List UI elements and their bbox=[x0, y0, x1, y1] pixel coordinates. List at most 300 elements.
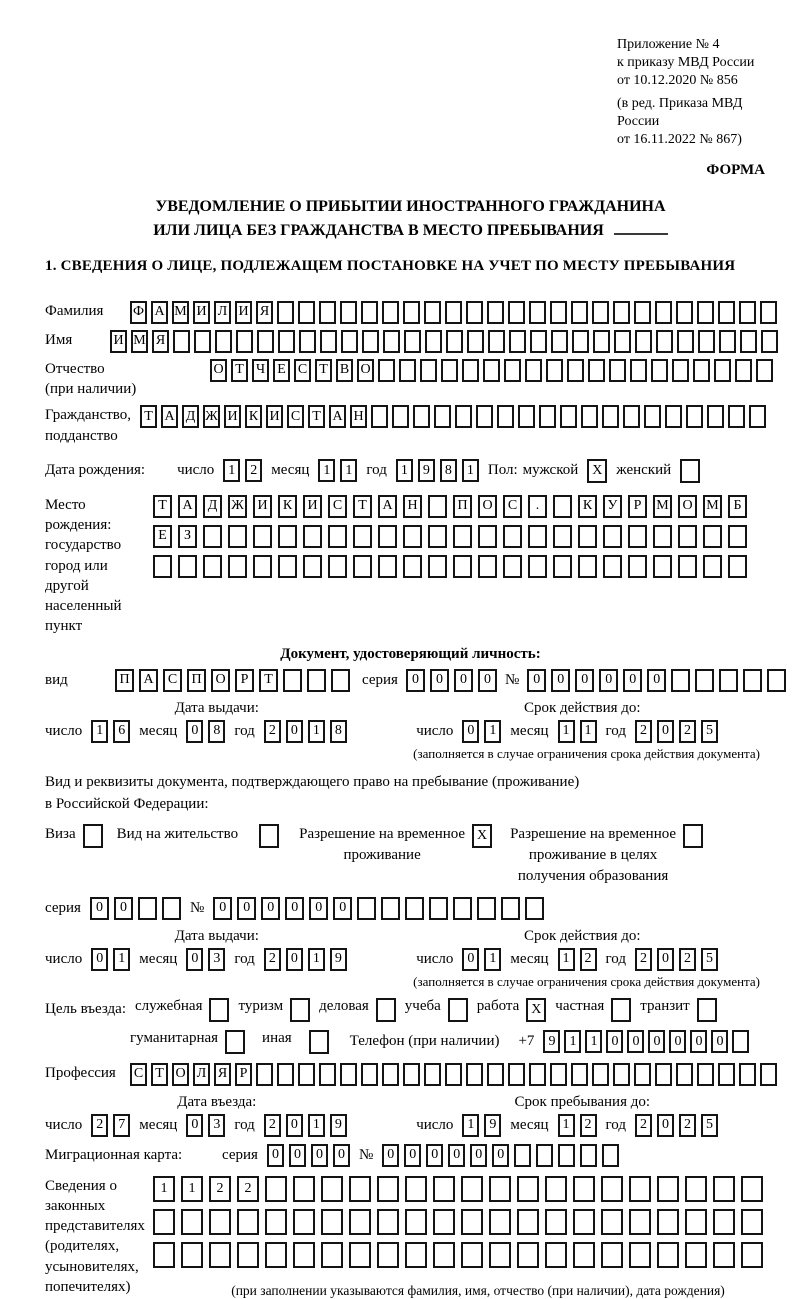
form-cell: 2 bbox=[679, 720, 696, 743]
form-cell bbox=[629, 1209, 651, 1235]
form-cell bbox=[424, 1063, 441, 1086]
form-cell bbox=[504, 359, 521, 382]
form-cell bbox=[433, 1209, 455, 1235]
month-label: месяц bbox=[139, 950, 178, 967]
stay-year-cells bbox=[635, 1114, 718, 1137]
lastname-label: Фамилия bbox=[45, 302, 104, 319]
residence-number-cells bbox=[213, 897, 544, 920]
series-label: серия bbox=[45, 899, 81, 916]
purpose-label: Цель въезда: bbox=[45, 1001, 126, 1018]
form-cell bbox=[383, 330, 400, 353]
form-cell: 0 bbox=[690, 1030, 707, 1053]
form-cell: 1 bbox=[308, 948, 325, 971]
residence-permit-label: Вид на жительство bbox=[116, 825, 239, 842]
year-label: год bbox=[605, 1116, 626, 1133]
form-cell: 2 bbox=[237, 1176, 259, 1202]
form-cell bbox=[628, 525, 647, 548]
representatives-row bbox=[45, 1176, 776, 1299]
form-cell: В bbox=[336, 359, 353, 382]
res-issue-year-cells bbox=[264, 948, 347, 971]
form-cell bbox=[483, 359, 500, 382]
form-cell bbox=[215, 330, 232, 353]
form-cell bbox=[405, 1242, 427, 1268]
residence-permit-option bbox=[117, 824, 279, 848]
form-cell: И bbox=[303, 495, 322, 518]
form-cell bbox=[488, 330, 505, 353]
purpose-option bbox=[238, 998, 310, 1022]
purpose-option bbox=[405, 998, 468, 1022]
form-cell: П bbox=[453, 495, 472, 518]
form-cell bbox=[517, 1176, 539, 1202]
form-cell bbox=[735, 359, 752, 382]
form-cell bbox=[528, 555, 547, 578]
representatives-label-line: представителях bbox=[45, 1218, 145, 1235]
profession-row bbox=[45, 1063, 776, 1086]
form-cell: Б bbox=[728, 495, 747, 518]
amendment-line: (в ред. Приказа МВД России bbox=[617, 95, 743, 129]
issue-date-group bbox=[45, 948, 347, 971]
form-cell: 2 bbox=[91, 1114, 108, 1137]
form-cell bbox=[433, 1242, 455, 1268]
birthplace-label bbox=[45, 495, 153, 637]
sex-label: Пол: bbox=[487, 462, 518, 479]
form-cell bbox=[525, 897, 544, 920]
form-title-line2-text: ИЛИ ЛИЦА БЕЗ ГРАЖДАНСТВА В МЕСТО ПРЕБЫВАНИЯ bbox=[153, 221, 604, 239]
form-cell: 1 bbox=[580, 720, 597, 743]
form-cell bbox=[603, 555, 622, 578]
form-cell: С bbox=[294, 359, 311, 382]
form-cell: 2 bbox=[264, 720, 281, 743]
birthplace-cells-row1 bbox=[153, 495, 747, 518]
form-cell bbox=[698, 330, 715, 353]
form-cell: 1 bbox=[318, 459, 335, 482]
form-cell: 2 bbox=[264, 1114, 281, 1137]
birthplace-cells-row2 bbox=[153, 525, 747, 548]
form-cell bbox=[629, 1242, 651, 1268]
form-title-line2 bbox=[45, 219, 776, 242]
form-cell bbox=[328, 555, 347, 578]
form-cell bbox=[573, 1209, 595, 1235]
valid-until-header: Срок действия до: bbox=[523, 699, 641, 716]
temp-residence-option bbox=[299, 824, 492, 866]
residence-permit-checkbox bbox=[259, 824, 279, 848]
form-cell: С bbox=[287, 405, 304, 428]
form-cell bbox=[657, 1176, 679, 1202]
entry-date-group bbox=[45, 1114, 347, 1137]
form-cell bbox=[228, 525, 247, 548]
migration-series-cells bbox=[267, 1144, 350, 1167]
form-cell: Н bbox=[403, 495, 422, 518]
identity-doc-date-headers bbox=[45, 700, 776, 717]
birthdate-row bbox=[45, 459, 776, 483]
identity-doc-row bbox=[45, 669, 776, 692]
form-cell bbox=[477, 897, 496, 920]
purpose-humanitarian-checkbox bbox=[225, 1030, 245, 1054]
form-cell bbox=[530, 330, 547, 353]
form-cell bbox=[676, 301, 693, 324]
form-cell: 2 bbox=[635, 720, 652, 743]
form-cell bbox=[307, 669, 326, 692]
form-cell bbox=[718, 301, 735, 324]
form-cell bbox=[767, 669, 786, 692]
purpose-option bbox=[130, 1030, 245, 1054]
form-cell bbox=[173, 330, 190, 353]
form-cell bbox=[413, 405, 430, 428]
form-cell bbox=[377, 1209, 399, 1235]
res-valid-month-cells bbox=[558, 948, 597, 971]
form-cell bbox=[461, 1242, 483, 1268]
form-cell: Т bbox=[259, 669, 278, 692]
citizenship-cells bbox=[140, 405, 766, 428]
form-cell bbox=[728, 405, 745, 428]
form-cell bbox=[265, 1242, 287, 1268]
form-cell bbox=[298, 1063, 315, 1086]
form-cell bbox=[560, 405, 577, 428]
form-cell bbox=[265, 1176, 287, 1202]
profession-cells bbox=[130, 1063, 777, 1086]
form-cell bbox=[672, 359, 689, 382]
form-cell: 0 bbox=[213, 897, 232, 920]
form-cell: 0 bbox=[90, 897, 109, 920]
form-cell bbox=[357, 897, 376, 920]
form-cell bbox=[487, 1063, 504, 1086]
form-cell bbox=[514, 1144, 531, 1167]
year-label: год bbox=[234, 1116, 255, 1133]
validity-note: (заполняется в случае ограничения срока действия документа) bbox=[413, 745, 760, 761]
form-cell bbox=[703, 525, 722, 548]
purpose-row-2 bbox=[130, 1030, 776, 1054]
form-cell: 0 bbox=[527, 669, 546, 692]
form-cell: 2 bbox=[264, 948, 281, 971]
form-cell: 0 bbox=[114, 897, 133, 920]
form-cell: 2 bbox=[580, 948, 597, 971]
form-cell bbox=[508, 301, 525, 324]
residence-doc-options-row bbox=[45, 824, 776, 887]
form-cell: 0 bbox=[648, 1030, 665, 1053]
form-cell: 1 bbox=[181, 1176, 203, 1202]
form-cell bbox=[319, 1063, 336, 1086]
form-cell: Р bbox=[235, 1063, 252, 1086]
form-cell: 0 bbox=[657, 948, 674, 971]
form-cell: И bbox=[253, 495, 272, 518]
form-cell bbox=[441, 359, 458, 382]
form-cell bbox=[453, 555, 472, 578]
purpose-option-label: частная bbox=[555, 997, 605, 1014]
form-cell bbox=[321, 1242, 343, 1268]
form-cell bbox=[609, 359, 626, 382]
purpose-business-checkbox bbox=[376, 998, 396, 1022]
form-cell bbox=[553, 495, 572, 518]
form-cell bbox=[178, 555, 197, 578]
form-cell bbox=[614, 330, 631, 353]
form-cell bbox=[571, 1063, 588, 1086]
form-cell bbox=[572, 330, 589, 353]
form-cell: 8 bbox=[330, 720, 347, 743]
form-cell: 1 bbox=[564, 1030, 581, 1053]
form-cell: М bbox=[172, 301, 189, 324]
form-cell bbox=[592, 1063, 609, 1086]
birthplace-label-line: государство bbox=[45, 537, 122, 554]
form-cell: 0 bbox=[333, 897, 352, 920]
form-cell bbox=[657, 1209, 679, 1235]
res-valid-day-cells bbox=[462, 948, 501, 971]
form-cell bbox=[677, 330, 694, 353]
form-cell bbox=[420, 359, 437, 382]
form-cell bbox=[162, 897, 181, 920]
form-cell bbox=[685, 1242, 707, 1268]
form-cell bbox=[341, 330, 358, 353]
form-cell bbox=[503, 555, 522, 578]
form-cell: 0 bbox=[492, 1144, 509, 1167]
form-cell bbox=[256, 1063, 273, 1086]
migration-card-row bbox=[45, 1144, 776, 1167]
series-label: серия bbox=[222, 1146, 258, 1163]
form-cell bbox=[321, 1176, 343, 1202]
month-label: месяц bbox=[510, 950, 549, 967]
form-cell: А bbox=[329, 405, 346, 428]
year-label: год bbox=[605, 950, 626, 967]
form-cell: К bbox=[245, 405, 262, 428]
form-cell: 9 bbox=[484, 1114, 501, 1137]
form-cell: 7 bbox=[113, 1114, 130, 1137]
form-cell: А bbox=[378, 495, 397, 518]
form-cell: К bbox=[578, 495, 597, 518]
form-cell bbox=[203, 555, 222, 578]
form-cell bbox=[203, 525, 222, 548]
form-cell bbox=[466, 1063, 483, 1086]
form-cell bbox=[361, 301, 378, 324]
form-cell: 0 bbox=[711, 1030, 728, 1053]
patronymic-label-line1: Отчество bbox=[45, 360, 105, 377]
purpose-option-label: иная bbox=[262, 1029, 292, 1046]
form-cell: 2 bbox=[679, 1114, 696, 1137]
citizenship-row bbox=[45, 405, 776, 446]
lastname-cells bbox=[130, 301, 777, 324]
form-cell: Т bbox=[308, 405, 325, 428]
form-cell bbox=[405, 1209, 427, 1235]
representatives-cells-block bbox=[153, 1176, 763, 1299]
form-cell bbox=[489, 1176, 511, 1202]
form-cell: 8 bbox=[208, 720, 225, 743]
amendment-line: от 16.11.2022 № 867) bbox=[617, 131, 742, 147]
form-cell bbox=[581, 405, 598, 428]
identity-doc-header: Документ, удостоверяющий личность: bbox=[280, 645, 541, 662]
form-cell bbox=[340, 301, 357, 324]
form-cell: 2 bbox=[580, 1114, 597, 1137]
stay-month-cells bbox=[558, 1114, 597, 1137]
form-cell: 0 bbox=[426, 1144, 443, 1167]
form-cell bbox=[545, 1176, 567, 1202]
purpose-tourism-checkbox bbox=[290, 998, 310, 1022]
form-cell: 5 bbox=[701, 948, 718, 971]
form-cell bbox=[278, 525, 297, 548]
form-cell bbox=[403, 525, 422, 548]
residence-series-cells bbox=[90, 897, 181, 920]
purpose-option-label: учеба bbox=[404, 997, 441, 1014]
form-cell: О bbox=[478, 495, 497, 518]
form-cell: О bbox=[357, 359, 374, 382]
form-cell: С bbox=[503, 495, 522, 518]
form-cell bbox=[489, 1209, 511, 1235]
representatives-cells-row2 bbox=[153, 1209, 763, 1235]
form-cell bbox=[405, 897, 424, 920]
purpose-option-label: гуманитарная bbox=[130, 1029, 219, 1046]
form-cell: 1 bbox=[91, 720, 108, 743]
form-cell bbox=[756, 359, 773, 382]
form-cell bbox=[761, 330, 778, 353]
blank-underline bbox=[614, 219, 668, 235]
form-cell bbox=[349, 1209, 371, 1235]
form-cell bbox=[671, 669, 690, 692]
form-cell: П bbox=[115, 669, 134, 692]
entry-month-cells bbox=[186, 1114, 225, 1137]
stay-day-cells bbox=[462, 1114, 501, 1137]
form-cell bbox=[153, 555, 172, 578]
form-cell bbox=[741, 1209, 763, 1235]
form-cell bbox=[601, 1242, 623, 1268]
day-label: число bbox=[45, 722, 83, 739]
form-cell: А bbox=[178, 495, 197, 518]
representatives-label-line: законных bbox=[45, 1197, 106, 1214]
birth-year-cells bbox=[396, 459, 479, 482]
female-checkbox bbox=[680, 459, 700, 483]
form-cell bbox=[578, 555, 597, 578]
form-cell bbox=[299, 330, 316, 353]
purpose-option bbox=[555, 998, 631, 1022]
form-cell bbox=[237, 1242, 259, 1268]
residence-doc-intro-line2: в Российской Федерации: bbox=[45, 796, 209, 813]
birthplace-label-line: населенный пункт bbox=[45, 598, 122, 635]
form-cell: Ф bbox=[130, 301, 147, 324]
temp-residence-checkbox: X bbox=[472, 824, 492, 848]
year-label: год bbox=[605, 722, 626, 739]
form-cell: 9 bbox=[543, 1030, 560, 1053]
form-cell bbox=[424, 301, 441, 324]
form-cell: И bbox=[266, 405, 283, 428]
form-cell: 0 bbox=[237, 897, 256, 920]
form-cell bbox=[382, 301, 399, 324]
form-cell bbox=[695, 669, 714, 692]
form-cell bbox=[278, 330, 295, 353]
edu-residence-label-line: получения образования bbox=[517, 867, 669, 884]
form-cell: 9 bbox=[418, 459, 435, 482]
purpose-option bbox=[135, 998, 230, 1022]
form-cell bbox=[651, 359, 668, 382]
form-cell bbox=[728, 525, 747, 548]
temp-residence-label-line: Разрешение на временное bbox=[299, 825, 466, 842]
form-cell bbox=[377, 1176, 399, 1202]
form-cell bbox=[429, 897, 448, 920]
form-cell bbox=[194, 330, 211, 353]
firstname-label: Имя bbox=[45, 331, 73, 348]
form-cell: 2 bbox=[245, 459, 262, 482]
form-cell: 0 bbox=[448, 1144, 465, 1167]
residence-doc-series-row bbox=[45, 897, 776, 920]
form-cell: Т bbox=[151, 1063, 168, 1086]
issue-date-header: Дата выдачи: bbox=[174, 699, 259, 716]
valid-until-group bbox=[416, 948, 718, 971]
form-cell bbox=[237, 1209, 259, 1235]
form-cell: Д bbox=[203, 495, 222, 518]
form-cell: Ж bbox=[203, 405, 220, 428]
form-cell bbox=[478, 555, 497, 578]
form-cell bbox=[539, 405, 556, 428]
form-cell bbox=[634, 301, 651, 324]
form-cell: 1 bbox=[308, 1114, 325, 1137]
stay-until-group bbox=[416, 1114, 718, 1137]
form-cell bbox=[629, 1176, 651, 1202]
valid-until-header: Срок действия до: bbox=[523, 927, 641, 944]
day-label: число bbox=[416, 950, 454, 967]
form-cell: 0 bbox=[470, 1144, 487, 1167]
form-cell: 1 bbox=[585, 1030, 602, 1053]
form-cell bbox=[278, 555, 297, 578]
phone-prefix: +7 bbox=[518, 1033, 535, 1050]
form-cell bbox=[623, 405, 640, 428]
form-cell bbox=[713, 1176, 735, 1202]
form-cell bbox=[545, 1209, 567, 1235]
form-cell bbox=[525, 359, 542, 382]
month-label: месяц bbox=[139, 722, 178, 739]
form-cell bbox=[434, 405, 451, 428]
form-cell: 0 bbox=[623, 669, 642, 692]
form-cell bbox=[741, 1176, 763, 1202]
form-cell: 0 bbox=[311, 1144, 328, 1167]
valid-year-cells bbox=[635, 720, 718, 743]
form-cell bbox=[653, 525, 672, 548]
purpose-work-checkbox: X bbox=[526, 998, 546, 1022]
form-cell bbox=[740, 330, 757, 353]
form-cell bbox=[551, 330, 568, 353]
form-cell: Я bbox=[256, 301, 273, 324]
purpose-option bbox=[319, 998, 396, 1022]
citizenship-label bbox=[45, 405, 140, 446]
form-cell: 1 bbox=[558, 1114, 575, 1137]
year-label: год bbox=[234, 950, 255, 967]
form-cell bbox=[567, 359, 584, 382]
form-cell: 3 bbox=[208, 948, 225, 971]
birthplace-label-line: Место рождения: bbox=[45, 496, 112, 534]
form-cell bbox=[277, 1063, 294, 1086]
form-cell: 1 bbox=[558, 720, 575, 743]
form-cell: И bbox=[193, 301, 210, 324]
form-cell bbox=[404, 330, 421, 353]
form-cell bbox=[685, 1176, 707, 1202]
form-cell bbox=[236, 330, 253, 353]
form-cell: 0 bbox=[647, 669, 666, 692]
form-cell bbox=[371, 405, 388, 428]
migration-card-label: Миграционная карта: bbox=[45, 1146, 183, 1163]
form-cell bbox=[592, 301, 609, 324]
purpose-private-checkbox bbox=[611, 998, 631, 1022]
form-cell bbox=[685, 1209, 707, 1235]
form-cell: П bbox=[187, 669, 206, 692]
form-cell bbox=[321, 1209, 343, 1235]
form-cell bbox=[445, 1063, 462, 1086]
form-cell: 0 bbox=[382, 1144, 399, 1167]
number-label: № bbox=[189, 899, 205, 916]
form-cell: 2 bbox=[635, 1114, 652, 1137]
month-label: месяц bbox=[271, 462, 310, 479]
purpose-option bbox=[640, 998, 716, 1022]
phone-label: Телефон (при наличии) bbox=[349, 1033, 500, 1050]
form-cell: 2 bbox=[209, 1176, 231, 1202]
form-cell bbox=[487, 301, 504, 324]
purpose-option-label: транзит bbox=[640, 997, 690, 1014]
appendix-reference bbox=[617, 36, 776, 148]
purpose-transit-checkbox bbox=[697, 998, 717, 1022]
form-cell bbox=[428, 495, 447, 518]
